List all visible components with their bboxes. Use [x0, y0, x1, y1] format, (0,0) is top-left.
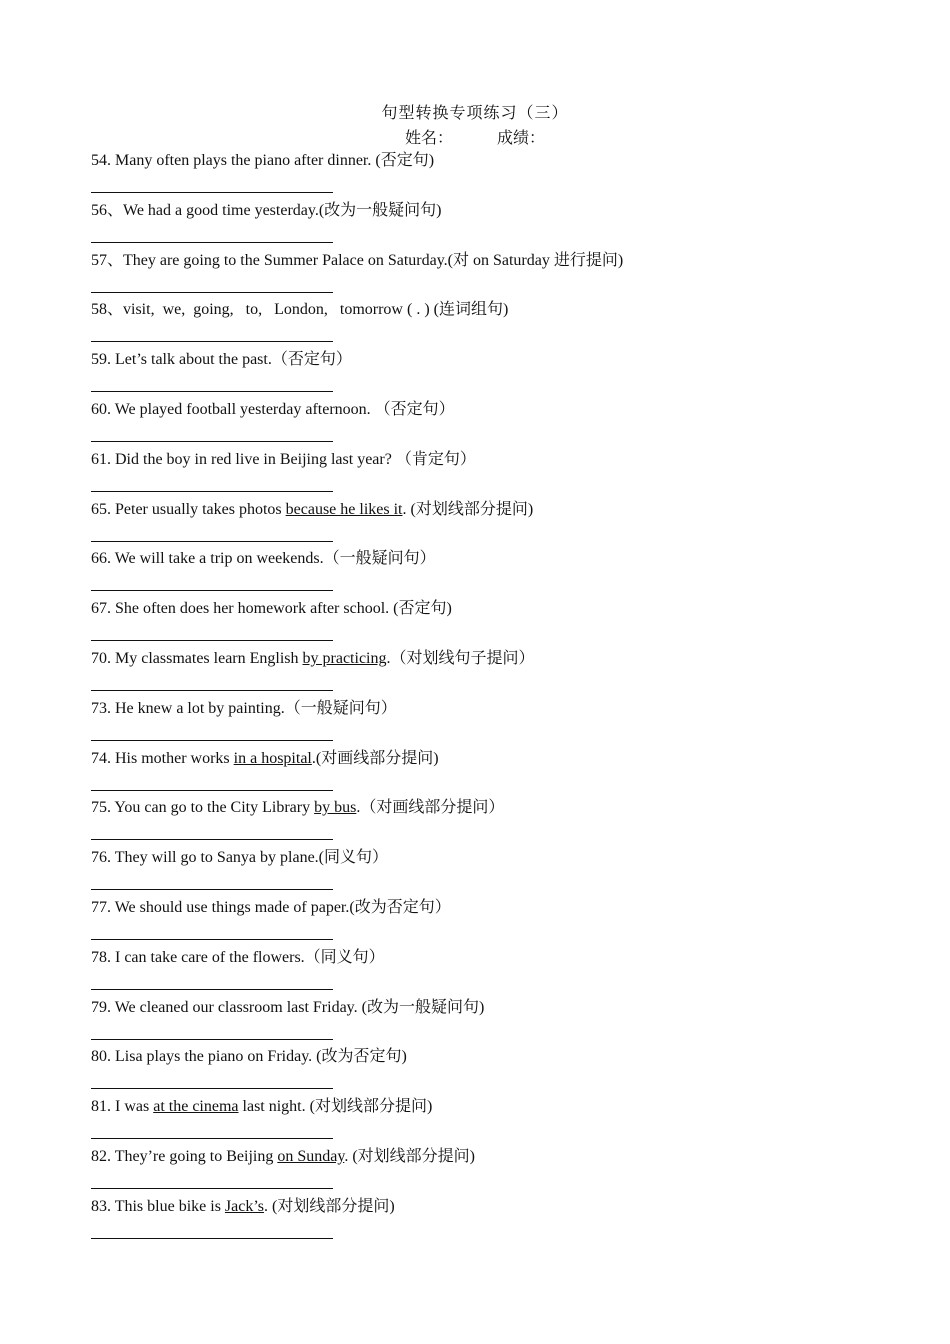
- answer-line[interactable]: [91, 740, 333, 741]
- question-fragment: 79. We cleaned our classroom last Friday. (改为一般疑问句): [91, 998, 485, 1016]
- question-fragment: 81. I was: [91, 1098, 154, 1116]
- question-text: [91, 200, 871, 222]
- question-fragment: 75. You can go to the City Library: [91, 799, 315, 817]
- answer-line[interactable]: [91, 341, 333, 342]
- question-text: [91, 1096, 871, 1118]
- score-label: 成绩：: [497, 130, 546, 147]
- question-text: [91, 997, 871, 1019]
- underlined-phrase: at the cinema: [153, 1098, 239, 1116]
- question-fragment: 67. She often does her homework after school. (否定句): [91, 600, 452, 618]
- answer-line[interactable]: [91, 989, 333, 990]
- question-fragment: .（对划线句子提问）: [386, 649, 535, 667]
- answer-line[interactable]: [91, 192, 333, 193]
- question-item: [91, 399, 871, 449]
- answer-line[interactable]: [91, 1039, 333, 1040]
- question-item: [91, 748, 871, 798]
- page-title: 句型转换专项练习（三）: [381, 105, 569, 122]
- question-text: [91, 1146, 871, 1168]
- question-item: [91, 1046, 871, 1096]
- answer-line[interactable]: [91, 391, 333, 392]
- question-text: [91, 299, 871, 321]
- question-fragment: 82. They’re going to Beijing: [91, 1147, 278, 1165]
- answer-line[interactable]: [91, 541, 333, 542]
- question-fragment: 73. He knew a lot by painting.（一般疑问句）: [91, 699, 397, 717]
- question-item: [91, 1196, 871, 1246]
- answer-line[interactable]: [91, 491, 333, 492]
- question-text: [91, 150, 871, 172]
- question-fragment: 54. Many often plays the piano after dinner. (否定句): [91, 152, 435, 169]
- question-fragment: 76. They will go to Sanya by plane.(同义句）: [91, 849, 389, 867]
- answer-line[interactable]: [91, 790, 333, 791]
- question-fragment: . (对划线部分提问): [402, 500, 534, 518]
- answer-line[interactable]: [91, 590, 333, 591]
- underlined-phrase: in a hospital: [233, 749, 312, 767]
- underlined-phrase: Jack’s: [224, 1197, 265, 1215]
- question-item: [91, 847, 871, 897]
- question-item: [91, 150, 871, 200]
- answer-line[interactable]: [91, 441, 333, 442]
- answer-line[interactable]: [91, 839, 333, 840]
- question-text: [91, 698, 871, 720]
- question-text: [91, 947, 871, 969]
- underlined-phrase: by bus: [314, 799, 357, 817]
- question-fragment: . (对划线部分提问): [264, 1197, 395, 1215]
- question-item: [91, 698, 871, 748]
- answer-line[interactable]: [91, 939, 333, 940]
- question-text: [91, 847, 871, 869]
- question-item: [91, 1096, 871, 1146]
- question-item: [91, 548, 871, 598]
- question-fragment: 60. We played football yesterday afternoon. （否定句）: [91, 400, 455, 418]
- answer-line[interactable]: [91, 1088, 333, 1089]
- answer-line[interactable]: [91, 640, 333, 641]
- answer-line[interactable]: [91, 242, 333, 243]
- question-text: [91, 1196, 871, 1218]
- underlined-phrase: by practicing: [302, 649, 387, 667]
- underlined-phrase: because he likes it: [285, 500, 403, 518]
- answer-line[interactable]: [91, 690, 333, 691]
- question-item: [91, 449, 871, 499]
- question-fragment: 58、visit, we, going, to, London, tomorrow ( . ) (连词组句): [91, 301, 509, 319]
- question-text: [91, 748, 871, 770]
- question-list: [91, 150, 871, 1246]
- answer-line[interactable]: [91, 889, 333, 890]
- question-fragment: 83. This blue bike is: [91, 1197, 225, 1215]
- question-fragment: .（对画线部分提问）: [356, 799, 505, 817]
- question-fragment: . (对划线部分提问): [344, 1147, 475, 1165]
- question-fragment: 78. I can take care of the flowers.（同义句）: [91, 948, 385, 966]
- student-info: [0, 125, 950, 148]
- question-fragment: 66. We will take a trip on weekends.（一般疑问句）: [91, 550, 436, 568]
- question-text: [91, 648, 871, 670]
- question-item: [91, 648, 871, 698]
- question-item: [91, 1146, 871, 1196]
- question-fragment: 61. Did the boy in red live in Beijing last year? （肯定句）: [91, 450, 476, 468]
- question-text: [91, 897, 871, 919]
- question-text: [91, 1046, 871, 1068]
- question-text: [91, 598, 871, 620]
- question-text: [91, 399, 871, 421]
- name-label: 姓名：: [404, 130, 453, 147]
- question-text: [91, 797, 871, 819]
- question-fragment: .(对画线部分提问): [311, 749, 439, 767]
- question-item: [91, 947, 871, 997]
- question-item: [91, 250, 871, 300]
- question-item: [91, 349, 871, 399]
- question-text: [91, 548, 871, 570]
- question-fragment: 80. Lisa plays the piano on Friday. (改为否定句): [91, 1048, 407, 1066]
- question-fragment: 70. My classmates learn English: [91, 649, 303, 667]
- question-item: [91, 897, 871, 947]
- question-item: [91, 797, 871, 847]
- question-text: [91, 349, 871, 371]
- question-text: [91, 449, 871, 471]
- question-fragment: 77. We should use things made of paper.(改为否定句）: [91, 898, 451, 916]
- question-fragment: 65. Peter usually takes photos: [91, 500, 286, 518]
- answer-line[interactable]: [91, 292, 333, 293]
- question-item: [91, 499, 871, 549]
- answer-line[interactable]: [91, 1138, 333, 1139]
- question-item: [91, 997, 871, 1047]
- question-item: [91, 200, 871, 250]
- question-fragment: 59. Let’s talk about the past.（否定句）: [91, 351, 352, 369]
- answer-line[interactable]: [91, 1188, 333, 1189]
- answer-line[interactable]: [91, 1238, 333, 1239]
- question-text: [91, 250, 871, 272]
- question-item: [91, 299, 871, 349]
- question-fragment: 57、They are going to the Summer Palace on Saturday.(对 on Saturday 进行提问): [91, 251, 624, 269]
- question-fragment: last night. (对划线部分提问): [238, 1098, 433, 1116]
- question-fragment: 56、We had a good time yesterday.(改为一般疑问句): [91, 201, 442, 219]
- question-fragment: 74. His mother works: [91, 749, 234, 767]
- question-text: [91, 499, 871, 521]
- underlined-phrase: on Sunday: [277, 1147, 345, 1165]
- question-item: [91, 598, 871, 648]
